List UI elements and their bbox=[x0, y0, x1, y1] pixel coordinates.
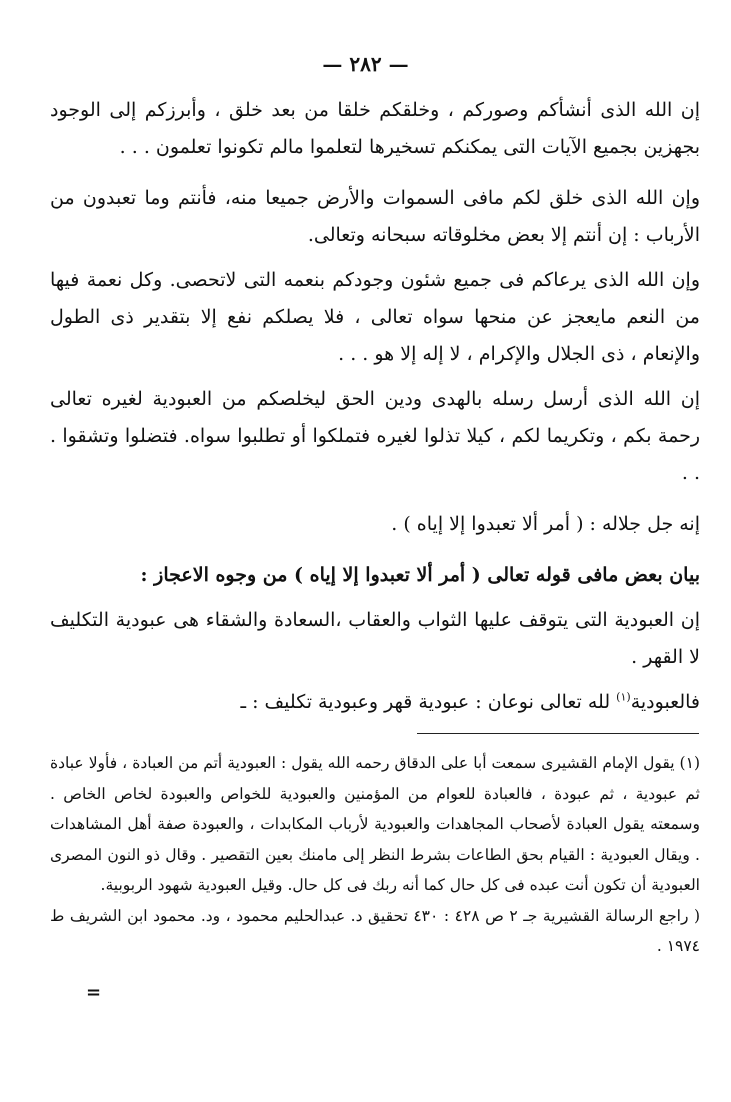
paragraph-7 bbox=[50, 684, 700, 721]
paragraph-6: إن العبودية التى يتوقف عليها الثواب والعقاب ،السعادة والشقاء هى عبودية التكليف لا القهر . bbox=[50, 609, 700, 668]
page-number: — ٢٨٢ — bbox=[322, 52, 409, 76]
paragraph-4: إن الله الذى أرسل رسله بالهدى ودين الحق ليخلصكم من العبودية لغيره تعالى رحمة بكم ، وتكريما لكم ، كيلا تذلوا لغيره فتملكوا أو تطلبوا سواه. فتضلوا وتشقوا . . . bbox=[50, 388, 700, 484]
paragraph-5: إنه جل جلاله : ( أمر ألا تعبدوا إلا إياه ) . bbox=[391, 513, 700, 535]
paragraph-7-end: لله تعالى نوعان : عبودية قهر وعبودية تكليف : ـ bbox=[240, 691, 617, 713]
main-text bbox=[50, 92, 700, 729]
footnote-end-mark: = bbox=[86, 982, 102, 1003]
footnote-reference: ( راجع الرسالة القشيرية جـ ٢ ص ٤٢٨ : ٤٣٠ تحقيق د. عبدالحليم محمود ، ود. محمود ابن الشريف ط ١٩٧٤ . bbox=[50, 906, 701, 955]
footnotes bbox=[50, 748, 700, 962]
paragraph-3: وإن الله الذى يرعاكم فى جميع شئون وجودكم بنعمه التى لاتحصى. وكل نعمة فيها من النعم مايعجز عن منحها سواه تعالى ، فلا يصلكم نفع إلا بتقدير ذى الطول والإنعام ، ذى الجلال والإكرام ، لا إله إلا هو . . . bbox=[50, 269, 700, 365]
section-heading: بيان بعض مافى قوله تعالى ( أمر ألا تعبدوا إلا إياه ) من وجوه الاعجاز : bbox=[140, 564, 700, 586]
paragraph-2: وإن الله الذى خلق لكم مافى السموات والأرض جميعا منه، فأنتم وما تعبدون من الأرباب : إن أنتم إلا بعض مخلوقاته سبحانه وتعالى. bbox=[50, 187, 700, 246]
footnote-1: (١) يقول الإمام القشيرى سمعت أبا على الدقاق رحمه الله يقول : العبودية أتم من العبادة ، فأولا عبادة ثم عبودية ، ثم عبودة ، فالعبادة للعوام من المؤمنين والعبودية للخواص والعبودة لخاص الخاص . وسمعته يقول العبادة لأصحاب المجاهدات والعبودية لأرباب المكابدات ، والعبودة صفة أهل المشاهدات . ويقال العبودية : القيام بحق الطاعات بشرط النظر إلى مامنك بعين التقصير . وقال ذو النون المصرى العبودية أن تكون أنت عبده فى كل حال كما أنه ربك فى كل حال. وقيل العبودية شهود الربوبية. bbox=[50, 754, 700, 894]
paragraph-1: إن الله الذى أنشأكم وصوركم ، وخلقكم خلقا من بعد خلق ، وأبرزكم إلى الوجود بجهزين بجميع الآيات التى يمكنكم تسخيرها لتعلموا مالم تكونوا تعلمون . . . bbox=[50, 99, 700, 158]
paragraph-7-start: فالعبودية bbox=[630, 691, 700, 713]
footnote-divider bbox=[417, 733, 699, 734]
footnote-marker: (١) bbox=[616, 690, 631, 704]
